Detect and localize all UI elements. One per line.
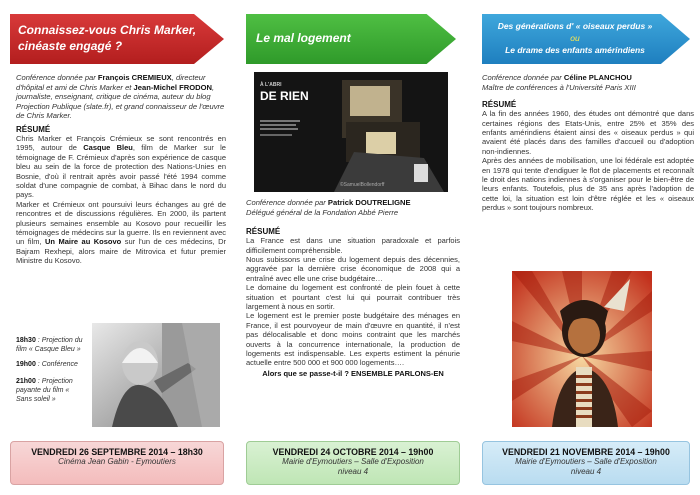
poster-small-title: À L'ABRI <box>260 82 282 88</box>
closing-line: Alors que se passe-t-il ? ENSEMBLE PARLONS-EN <box>262 368 444 378</box>
event-date: VENDREDI 24 OCTOBRE 2014 – 19h00 <box>272 447 434 457</box>
event-date: VENDREDI 26 SEPTEMBRE 2014 – 18h30 <box>31 447 203 457</box>
resume-title: RÉSUMÉ <box>16 124 51 134</box>
poster-a-labri-de-rien <box>254 72 448 192</box>
speaker-name: Patrick DOUTRELIGNE <box>327 198 411 207</box>
event-footer <box>10 441 224 485</box>
resume-paragraph: Nous subissons une crise du logement depuis des décennies, aggravée par la dernière crise économique de 2008 qui a entraîné avec elle une crise budgétaire… <box>246 255 460 283</box>
schedule: 18h30 : Projection du film « Casque Bleu » 19h00 : Conférence 21h00 : Projection payante du film « Sans soleil » <box>16 337 83 403</box>
speaker-name: Jean-Michel FRODON <box>133 82 213 92</box>
banner-chris-marker <box>10 14 224 64</box>
resume-paragraph: Le logement est le premier poste budgétaire des ménages en France, il est pourvoyeur de main d'œuvre en quantité, il n'est pas délocalisable et donc moins contraint que les marchés ouverts à la concurrence internationale, la production de logements est indispensable. Les experts estiment la pénurie actuelle entre 500 000 et 900 000 logements…. <box>246 311 460 368</box>
conference-speakers: Conférence donnée par François CREMIEUX, directeur d'hôpital et ami de Chris Marker et Jean-Michel FRODON, journaliste, enseignant, critique de cinéma, auteur du blog Projection Publique (slate.fr), et grand connaisseur de l'œuvre de Chris Marker. <box>16 73 225 121</box>
conference-speaker: Conférence donnée par Patrick DOUTRELIGNE Délégué général de la Fondation Abbé Pierre <box>246 198 411 217</box>
resume-paragraph: Chris Marker et François Crémieux se sont rencontrés en 1995, autour de Casque Bleu, film de Marker sur le témoignage de F. Crémieux d'après son expérience de casque bleu au sein de la force de protection des Nations-Unies en Bosnie, d'où il rentrait après avoir passé l'été 1994 comme soldat d'une compagnie de combat, à Bihac dans le nord du pays. <box>16 133 226 200</box>
speaker-name: Céline PLANCHOU <box>563 73 632 82</box>
banner-title: Des générations d' « oiseaux perdus » ou Le drame des enfants amérindiens <box>497 21 653 55</box>
resume-paragraph: Marker et Crémieux ont poursuivi leurs échanges au gré de rencontres et de discussions régulières. En 2000, ils partent plusieurs semaines ensemble au Kosovo pour recueillir les témoignages de médecins sur la guerre. Ils en reviennent avec un film, Un Maire au Kosovo sur l'un de ces médecins, Dr Bajram Rexhepi, alors maire de Mitrovica et futur premier Ministre du Kosovo. <box>16 199 226 266</box>
column-mal-logement <box>236 0 462 495</box>
photo-credit: ©SamuelBollendorff <box>340 182 385 188</box>
resume-paragraph: La France est dans une situation paradoxale et parfois difficilement compréhensible. <box>246 236 460 255</box>
resume-paragraph: A la fin des années 1960, des études ont démontré que dans certaines régions des Etats-Unis, entre 25% et 35% des enfants amérindiens étaient ainsi des « oiseaux perdus » qui avaient été placés dans des familles d'accueil ou d'adoption non-indiennes. <box>482 109 694 156</box>
column-oiseaux-perdus <box>472 0 700 495</box>
poster-native-american-child <box>512 271 652 427</box>
event-footer <box>482 441 690 485</box>
photo-chris-marker <box>92 323 220 427</box>
event-place-level: niveau 4 <box>337 467 369 476</box>
event-place: Mairie d'Eymoutiers – Salle d'Exposition <box>282 457 424 466</box>
resume-paragraph: Le domaine du logement est confronté de plein fouet à cette situation et pourtant c'est lui qui pourrait contribuer très largement à nous en sortir. <box>246 283 460 312</box>
event-date: VENDREDI 21 NOVEMBRE 2014 – 19h00 <box>502 447 670 457</box>
event-place: Cinéma Jean Gabin - Eymoutiers <box>58 457 176 466</box>
banner-oiseaux-perdus <box>482 14 690 64</box>
resume-title: RÉSUMÉ <box>482 100 517 110</box>
event-place: Mairie d'Eymoutiers – Salle d'Exposition <box>515 457 657 466</box>
resume-title: RÉSUMÉ <box>246 227 281 237</box>
event-footer <box>246 441 460 485</box>
banner-title: Le mal logement <box>256 31 351 45</box>
resume-paragraph: Après des années de mobilisation, une loi fédérale est adoptée en 1978 qui tente d'endiguer le flot de placements et reconnaît le droit des nations indiennes à s'organiser pour le bien-être de leurs enfants. Toutefois, plus de 35 ans après l'adoption de cette loi, la situation est loin d'être réglée et les « oiseaux perdus » sont toujours nombreux. <box>482 156 694 213</box>
column-chris-marker <box>0 0 228 495</box>
speaker-name: François CREMIEUX <box>97 73 172 82</box>
conference-speaker: Conférence donnée par Céline PLANCHOU Maître de conférences à l'Université Paris XIII <box>482 73 636 92</box>
banner-mal-logement <box>246 14 456 64</box>
event-place-level: niveau 4 <box>570 467 602 476</box>
banner-title: Connaissez-vous Chris Marker, cinéaste engagé ? <box>18 23 197 53</box>
poster-title: DE RIEN <box>260 89 309 103</box>
